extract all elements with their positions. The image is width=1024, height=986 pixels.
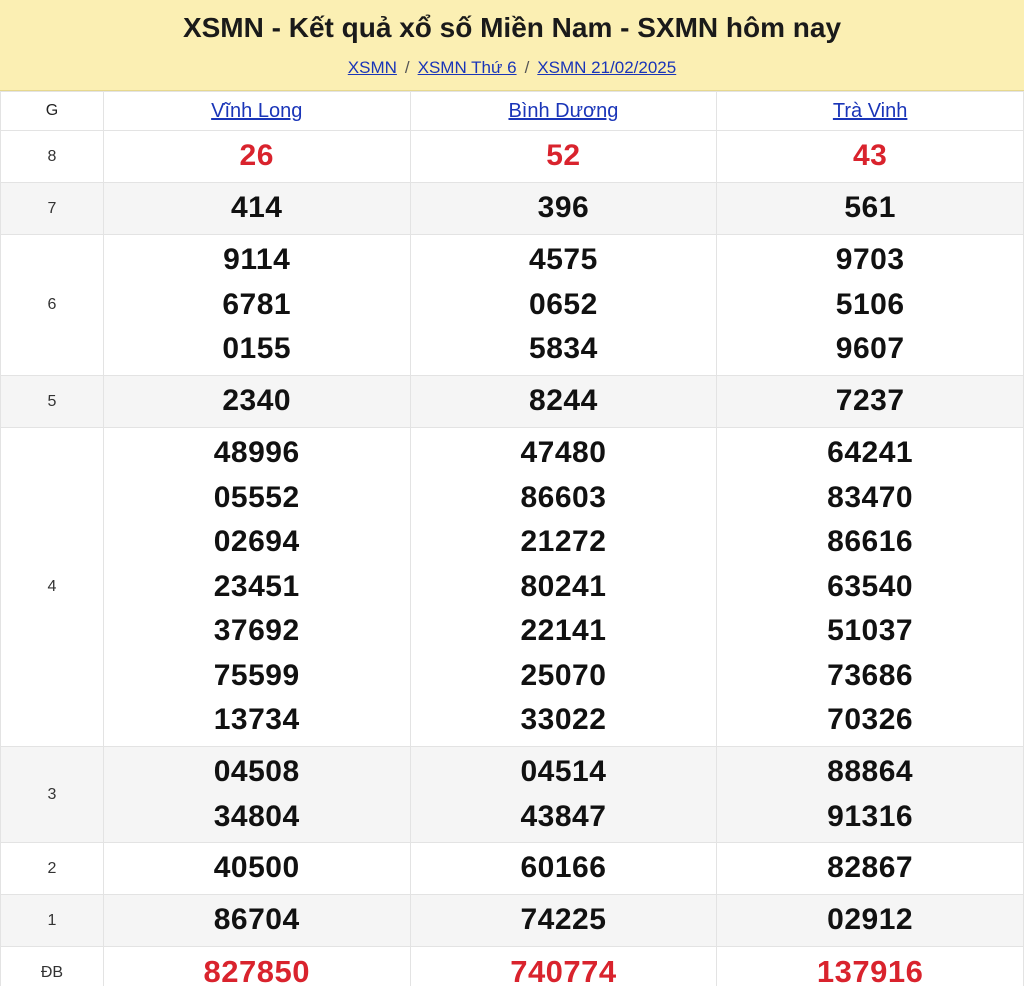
page-header — [0, 0, 1024, 91]
result-number: 04514 — [520, 755, 607, 788]
result-number: 827850 — [203, 954, 310, 986]
result-number: 23451 — [213, 569, 300, 603]
result-number: 40500 — [213, 851, 300, 885]
result-cell-vinh-long — [103, 376, 410, 428]
result-cell-binh-duong — [410, 843, 717, 895]
result-number: 02694 — [213, 525, 300, 559]
prize-label: ĐB — [1, 947, 104, 986]
prize-label: 2 — [1, 843, 104, 895]
result-cell-vinh-long — [103, 895, 410, 947]
result-number: 51037 — [827, 614, 914, 648]
result-number: 70326 — [827, 703, 914, 737]
result-number: 63540 — [827, 569, 914, 603]
result-number: 75599 — [213, 658, 300, 692]
result-cell-tra-vinh — [717, 131, 1024, 183]
result-cell-binh-duong — [410, 183, 717, 235]
result-number: 9114 — [223, 243, 291, 277]
result-number: 5834 — [529, 332, 598, 366]
result-cell-tra-vinh — [717, 947, 1024, 986]
page-title: XSMN - Kết quả xổ số Miền Nam - SXMN hôm nay — [182, 12, 842, 43]
result-cell-tra-vinh — [717, 183, 1024, 235]
result-number: 73686 — [827, 658, 914, 692]
result-cell-binh-duong — [410, 235, 717, 376]
result-number: 5106 — [835, 287, 905, 321]
result-cell-vinh-long — [103, 947, 410, 986]
breadcrumb-link-xsmn[interactable]: XSMN — [347, 58, 397, 77]
prize-row — [1, 428, 1024, 747]
province-link-tra-vinh[interactable]: Trà Vinh — [832, 99, 908, 122]
breadcrumb — [0, 58, 1024, 78]
results-table — [0, 91, 1024, 986]
prize-row — [1, 235, 1024, 376]
breadcrumb-separator: / — [524, 58, 530, 77]
result-number: 9703 — [835, 243, 905, 277]
result-number: 137916 — [816, 954, 924, 986]
result-cell-binh-duong — [410, 131, 717, 183]
breadcrumb-separator: / — [404, 58, 410, 77]
province-link-binh-duong[interactable]: Bình Dương — [508, 99, 619, 122]
result-cell-binh-duong — [410, 376, 717, 428]
result-number: 88864 — [827, 755, 914, 788]
prize-label: 7 — [1, 183, 104, 235]
province-link-vinh-long[interactable]: Vĩnh Long — [211, 99, 303, 122]
prize-row — [1, 947, 1024, 986]
result-cell-vinh-long — [103, 183, 410, 235]
result-number: 43 — [852, 139, 888, 173]
result-number: 64241 — [827, 436, 914, 470]
result-number: 02912 — [827, 903, 914, 937]
result-cell-tra-vinh — [717, 235, 1024, 376]
prize-label: 1 — [1, 895, 104, 947]
result-number: 43847 — [520, 799, 607, 833]
prize-label: 6 — [1, 235, 104, 376]
result-cell-binh-duong — [410, 947, 717, 986]
prize-label: 3 — [1, 747, 104, 843]
prize-row — [1, 843, 1024, 895]
result-number: 414 — [230, 191, 283, 225]
result-number: 82867 — [827, 851, 914, 885]
result-number: 74225 — [520, 903, 607, 937]
prize-row — [1, 183, 1024, 235]
result-number: 04508 — [213, 755, 300, 788]
result-number: 9607 — [835, 332, 905, 366]
result-cell-vinh-long — [103, 131, 410, 183]
result-cell-vinh-long — [103, 843, 410, 895]
prize-row — [1, 376, 1024, 428]
result-cell-tra-vinh — [717, 895, 1024, 947]
result-number: 48996 — [213, 436, 300, 470]
result-cell-binh-duong — [410, 747, 717, 843]
prize-row — [1, 895, 1024, 947]
result-number: 8244 — [529, 384, 598, 418]
breadcrumb-link-xsmn-date[interactable]: XSMN 21/02/2025 — [537, 58, 677, 77]
prize-column-header: G — [1, 92, 104, 131]
result-number: 0155 — [222, 332, 292, 366]
result-number: 33022 — [520, 703, 607, 737]
result-number: 05552 — [213, 480, 300, 514]
result-number: 26 — [239, 139, 274, 173]
result-number: 47480 — [520, 436, 607, 470]
prize-label: 8 — [1, 131, 104, 183]
result-number: 86603 — [520, 480, 607, 514]
result-number: 7237 — [835, 384, 905, 418]
result-cell-tra-vinh — [717, 747, 1024, 843]
result-number: 21272 — [520, 525, 607, 559]
result-number: 6781 — [222, 287, 292, 321]
table-header-row — [1, 92, 1024, 131]
result-number: 60166 — [520, 851, 607, 885]
result-number: 740774 — [510, 954, 617, 986]
prize-row — [1, 747, 1024, 843]
result-cell-tra-vinh — [717, 376, 1024, 428]
result-number: 2340 — [222, 384, 292, 418]
province-header-binh-duong — [410, 92, 717, 131]
result-cell-tra-vinh — [717, 843, 1024, 895]
prize-label: 4 — [1, 428, 104, 747]
result-number: 4575 — [529, 243, 598, 277]
result-number: 86704 — [213, 903, 300, 937]
province-header-vinh-long — [103, 92, 410, 131]
prize-label: 5 — [1, 376, 104, 428]
result-cell-binh-duong — [410, 428, 717, 747]
result-number: 13734 — [213, 703, 300, 737]
result-number: 91316 — [827, 799, 914, 833]
result-number: 80241 — [520, 569, 607, 603]
result-number: 22141 — [520, 614, 607, 648]
result-cell-vinh-long — [103, 428, 410, 747]
result-cell-tra-vinh — [717, 428, 1024, 747]
result-number: 52 — [546, 139, 581, 173]
result-number: 396 — [537, 191, 590, 225]
result-cell-vinh-long — [103, 747, 410, 843]
result-cell-binh-duong — [410, 895, 717, 947]
result-number: 34804 — [213, 799, 300, 833]
result-number: 83470 — [827, 480, 914, 514]
result-number: 86616 — [827, 525, 914, 559]
prize-row — [1, 131, 1024, 183]
province-header-tra-vinh — [717, 92, 1024, 131]
breadcrumb-link-xsmn-thu-6[interactable]: XSMN Thứ 6 — [417, 58, 517, 77]
result-number: 0652 — [529, 287, 598, 321]
result-number: 561 — [844, 191, 896, 225]
result-number: 37692 — [213, 614, 300, 648]
result-cell-vinh-long — [103, 235, 410, 376]
result-number: 25070 — [520, 658, 607, 692]
